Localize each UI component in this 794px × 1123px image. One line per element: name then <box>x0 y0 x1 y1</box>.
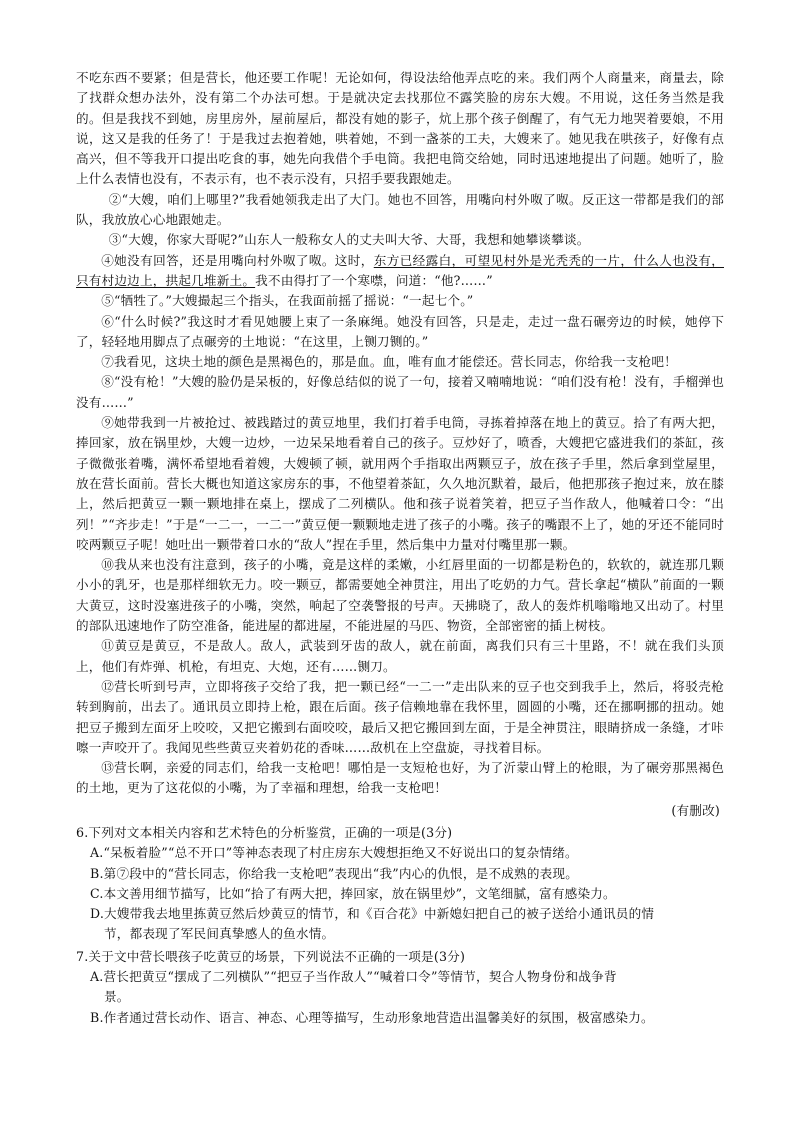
underlined-sentence: 东方已经露白，可望见村外是光秃秃的一片，什么人也没有，只有村边边上，拱起几堆新土。 <box>76 252 724 288</box>
passage-paragraph-6: ⑥“什么时候?”我这时才看见她腰上束了一条麻绳。她没有回答，只是走，走过一盘石碾旁边的时候，她停下了，轻轻地用脚点了点碾旁的土地说：“在这里，上铡刀铡的。” <box>76 313 724 349</box>
option-text-continued: 节，都表现了军民间真挚感人的鱼水情。 <box>104 926 335 942</box>
question-stem: 6.下列对文本相关内容和艺术特色的分析鉴赏，正确的一项是(3分) <box>76 824 453 840</box>
passage-paragraph-13: ⑬营长啊，亲爱的同志们，给我一支枪吧！哪怕是一支短枪也好，为了沂蒙山臂上的枪眼，为了碾旁那黑褐色的土地，更为了这花似的小嘴，为了幸福和理想，给我一支枪吧！ <box>76 760 724 796</box>
option-b[interactable] <box>76 1008 724 1028</box>
option-text: D.大嫂带我去地里拣黄豆然后炒黄豆的情节，和《百合花》中新媳妇把自己的被子送给小通讯员的情 <box>90 906 655 922</box>
paragraph-4-lead: ④她没有回答，还是用嘴向村外呶了呶。这时， <box>101 252 374 268</box>
option-a[interactable] <box>76 967 724 1008</box>
passage-paragraph-7: ⑦我看见，这块土地的颜色是黑褐色的，那是血。血，唯有血才能偿还。营长同志，你给我一支枪吧！ <box>101 354 677 370</box>
option-text: C.本文善用细节描写，比如“拾了有两大把，捧回家，放在锅里炒”，文笔细腻，富有感染力。 <box>90 885 616 901</box>
option-text-continued: 景。 <box>104 989 130 1005</box>
passage-paragraph-12: ⑫营长听到号声，立即将孩子交给了我，把一颗已经“一二一”走出队来的豆子也交到我手上，然后，将驳壳枪转到胸前，出去了。通讯员立即持上枪，跟在后面。孩子信赖地靠在我怀里，圆圆的小嘴，还在挪啊挪的扭动。她把豆子搬到左面牙上咬咬，又把它搬到右面咬咬，最后又把它搬回到左面，于是全神贯注，眼睛挤成一条缝，才咔嚓一声咬开了。我闻见些些黄豆夹着奶花的香味……敌机在上空盘旋，寻找着目标。 <box>76 678 724 755</box>
option-b[interactable] <box>76 864 724 884</box>
question-6 <box>76 823 724 945</box>
option-text: B.第⑦段中的“营长同志，你给我一支枪吧”表现出“我”内心的仇恨，是不成熟的表现。 <box>90 865 578 881</box>
passage-paragraph-8: ⑧“没有枪！”大嫂的脸仍是呆板的，好像总结似的说了一句，接着又喃喃地说：“咱们没有枪！没有，手榴弹也没有……” <box>76 374 724 410</box>
question-stem: 7.关于文中营长喂孩子吃黄豆的场景，下列说法不正确的一项是(3分) <box>76 948 466 964</box>
passage-paragraph-5: ⑤“牺牲了。”大嫂撮起三个指头，在我面前摇了摇说：“一起七个。” <box>101 293 474 309</box>
passage-paragraph-11: ⑪黄豆是黄豆，不是敌人。敌人，武装到牙齿的敌人，就在前面，离我们只有三十里路，不！就在我们头顶上，他们有炸弹、机枪，有坦克、大炮，还有……铡刀。 <box>76 638 724 674</box>
option-text: B.作者通过营长动作、语言、神态、心理等描写，生动形象地营造出温馨美好的氛围，极富感染力。 <box>90 1009 654 1025</box>
passage-paragraph-intro: 不吃东西不要紧；但是营长，他还要工作呢！无论如何，得设法给他弄点吃的来。我们两个人商量来，商量去，除了找群众想办法外，没有第二个办法可想。于是就决定去找那位不露笑脸的房东大嫂。不用说，这任务当然是我的。但是我找不到她，房里房外，屋前屋后，都没有她的影子，炕上那个孩子倒醒了，有气无力地哭着要娘，不用说，这又是我的任务了！于是我过去抱着她，哄着她，不到一盏茶的工夫，大嫂来了。她见我在哄孩子，好像有点高兴，但不等我开口提出吃食的事，她先向我借个手电筒。我把电筒交给她，同时迅速地提出了问题。她听了，脸上什么表情也没有，不表示有，也不表示没有，只招手要我跟她走。 <box>76 70 724 187</box>
option-text: A.“呆板着脸”“总不开口”等神态表现了村庄房东大嫂想拒绝又不好说出口的复杂情绪。 <box>90 845 578 861</box>
passage-paragraph-2: ②“大嫂，咱们上哪里?”我看她领我走出了大门。她也不回答，用嘴向村外呶了呶。反正这一带都是我们的部队，我放放心心地跟她走。 <box>76 191 724 228</box>
source-note: (有删改) <box>671 802 720 818</box>
option-a[interactable] <box>76 843 724 863</box>
passage-paragraph-4 <box>76 251 724 292</box>
passage-paragraph-9: ⑨她带我到一片被抢过、被践踏过的黄豆地里，我们打着手电筒，寻拣着掉落在地上的黄豆。拾了有两大把，捧回家，放在锅里炒，大嫂一边炒，一边呆呆地看着自己的孩子。豆炒好了，喷香，大嫂把它盛进我们的茶缸，孩子微微张着嘴，满怀希望地看着嫂，大嫂顿了顿，就用两个手指取出两颗豆子，放在孩子手里，然后拿到堂屋里，放在营长面前。营长大概也知道这家房东的事，不他望着茶缸，久久地沉默着，最后，他把那孩子抱过来，放在膝上，然后把黄豆一颗一颗地排在桌上，摆成了二列横队。他和孩子说着笑着，把豆子当作敌人，他喊着口令：“出列！”“齐步走！”于是“一二一，一二一”黄豆便一颗颗地走进了孩子的小嘴。孩子的嘴跟不上了，她的牙还不能同时咬两颗豆子呢！她吐出一颗带着口水的“敌人”捏在手里，然后集中力量对付嘴里那一颗。 <box>76 415 724 552</box>
option-c[interactable] <box>76 884 724 904</box>
question-7 <box>76 947 724 1028</box>
passage-paragraph-3: ③“大嫂，你家大哥呢?”山东人一般称女人的丈夫叫大爷、大哥，我想和她攀谈攀谈。 <box>108 232 590 248</box>
option-d[interactable] <box>76 904 724 945</box>
paragraph-4-tail: 我不由得打了一个寒噤，问道：“他?……” <box>255 272 493 288</box>
passage-paragraph-10: ⑩我从来也没有注意到，孩子的小嘴，竟是这样的柔嫩，小红唇里面的一切都是粉色的，软软的，就连那几颗小小的乳牙，也是那样细软无力。咬一颗豆，都需要她全神贯注，用出了吃奶的力气。营长拿起“横队”前面的一颗大黄豆，这时没塞进孩子的小嘴，突然，响起了空袭警报的号声。天拂晓了，敌人的轰炸机嗡嗡地又出动了。村里的部队迅速地作了防空准备，能进屋的都进屋，不能进屋的马匹、物资，全部密密的插上树枝。 <box>76 557 724 634</box>
option-text: A.营长把黄豆“摆成了二列横队”“把豆子当作敌人”“喊着口令”等情节，契合人物身份和战争背 <box>90 969 617 985</box>
